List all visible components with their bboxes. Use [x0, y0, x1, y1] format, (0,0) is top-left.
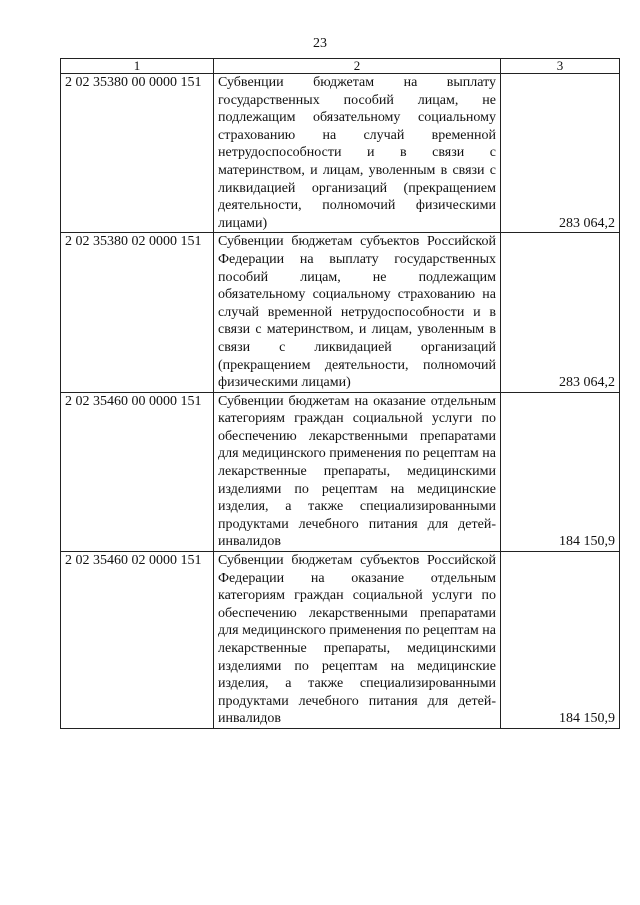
budget-item-name: Субвенции бюджетам на выплату государственных пособий лицам, не подлежащим обязательному социальному страхованию на случай временной нетрудоспособности и в связи с материнством, и лицам, уволенным в связи с ликвидацией организаций (прекращением деятельности, полномочий физическими лицами) [214, 74, 501, 233]
budget-code: 2 02 35460 02 0000 151 [61, 552, 214, 729]
column-header-name: 2 [214, 59, 501, 74]
table-row [61, 392, 620, 551]
budget-amount: 184 150,9 [501, 552, 620, 729]
budget-code: 2 02 35380 02 0000 151 [61, 233, 214, 392]
budget-code: 2 02 35380 00 0000 151 [61, 74, 214, 233]
budget-item-name: Субвенции бюджетам субъектов Российской Федерации на выплату государственных пособий лицам, не подлежащим обязательному социальному страхованию на случай временной нетрудоспособности и в связи с материнством, и лицам, уволенным в связи с ликвидацией организаций (прекращением деятельности, полномочий физическими лицами) [214, 233, 501, 392]
column-header-amount: 3 [501, 59, 620, 74]
page-number: 23 [313, 36, 327, 51]
budget-amount: 283 064,2 [501, 233, 620, 392]
budget-table [60, 58, 620, 729]
table-header-row [61, 59, 620, 74]
table-row [61, 552, 620, 729]
table-row [61, 233, 620, 392]
table-row [61, 74, 620, 233]
column-header-code: 1 [61, 59, 214, 74]
budget-item-name: Субвенции бюджетам субъектов Российской Федерации на оказание отдельным категориям граждан социальной услуги по обеспечению лекарственными препаратами для медицинского применения по рецептам на лекарственные препараты, медицинскими изделиями по рецептам на медицинские изделия, а также специализированными продуктами лечебного питания для детей-инвалидов [214, 552, 501, 729]
budget-code: 2 02 35460 00 0000 151 [61, 392, 214, 551]
budget-amount: 283 064,2 [501, 74, 620, 233]
budget-amount: 184 150,9 [501, 392, 620, 551]
budget-item-name: Субвенции бюджетам на оказание отдельным категориям граждан социальной услуги по обеспечению лекарственными препаратами для медицинского применения по рецептам на лекарственные препараты, медицинскими изделиями по рецептам на медицинские изделия, а также специализированными продуктами лечебного питания для детей-инвалидов [214, 392, 501, 551]
